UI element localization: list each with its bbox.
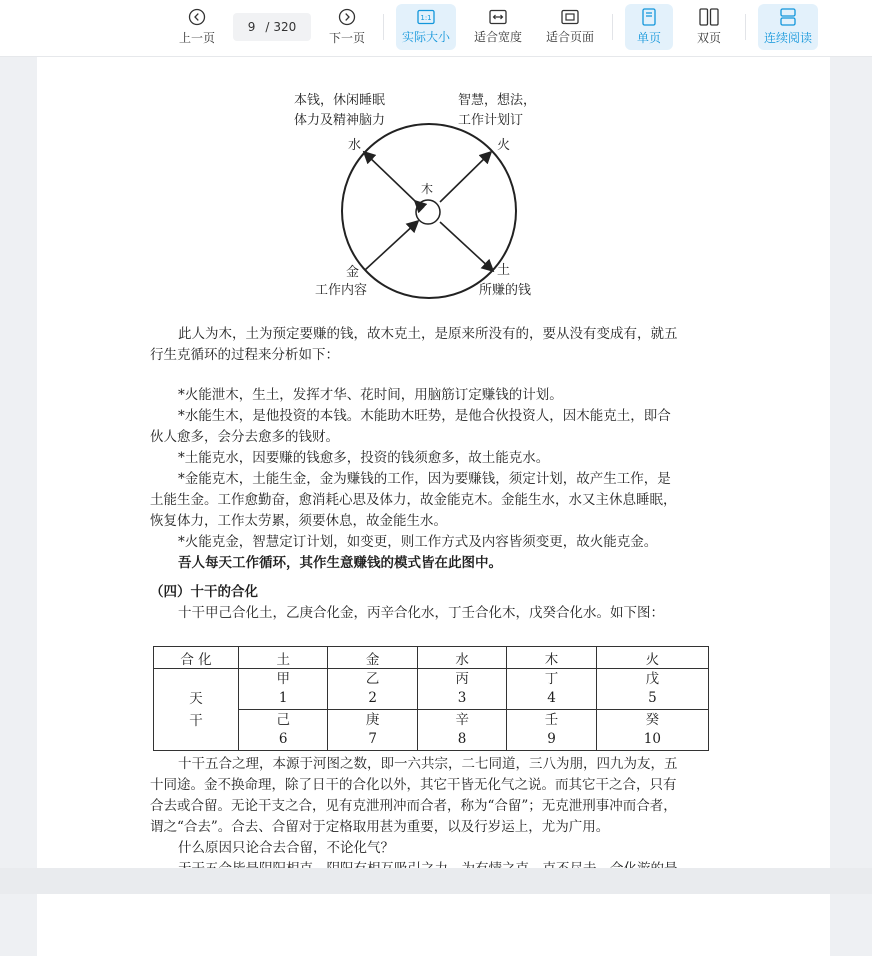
text-line: 行生克循环的过程来分析如下： xyxy=(150,347,339,363)
table-cell xyxy=(507,669,596,710)
table-row xyxy=(154,669,709,710)
fit-width-button[interactable] xyxy=(469,4,527,50)
list-item: *火能克金，智慧定订计划，如变更，则工作方式及内容皆须变更，故火能克金。 xyxy=(178,534,658,550)
summary-line: 吾人每天工作循环，其作生意赚钱的模式皆在此图中。 xyxy=(178,555,502,571)
continuous-reading-button[interactable] xyxy=(758,4,818,50)
single-page-label: 单页 xyxy=(636,31,661,45)
text-line: 十干五合之理，本源于河图之数，即一六共宗，二七同道，三八为朋，四九为友，五 xyxy=(178,756,678,772)
fit-page-label: 适合页面 xyxy=(545,30,594,44)
text-line: 恢复体力，工作太劳累，须要休息，故金能生水。 xyxy=(150,513,447,529)
prev-page-button[interactable] xyxy=(175,4,219,50)
continuous-reading-label: 连续阅读 xyxy=(763,31,812,45)
chevron-left-circle-icon xyxy=(188,8,206,26)
diagram-top-right-element: 火 xyxy=(497,138,511,153)
center-circle xyxy=(416,200,440,224)
text-line: 伙人愈多，会分去愈多的钱财。 xyxy=(150,429,339,445)
stem-number: 4 xyxy=(547,690,556,706)
stem-combination-table xyxy=(153,646,709,751)
single-page-button[interactable] xyxy=(625,4,673,50)
table-cell xyxy=(507,710,596,751)
table-header-row xyxy=(154,647,709,669)
next-page-label: 下一页 xyxy=(328,31,365,45)
table-header-cell: 火 xyxy=(596,647,708,669)
side-label-2: 干 xyxy=(189,712,203,729)
stem-number: 2 xyxy=(368,690,377,706)
fit-page-icon xyxy=(561,9,579,25)
actual-size-button[interactable] xyxy=(396,4,456,50)
diagram-bottom-left-desc: 工作内容 xyxy=(315,283,368,298)
table-header-cell: 金 xyxy=(328,647,417,669)
text-line: 土能生金。工作愈勤奋，愈消耗心思及体力，故金能克木。金能生水，水又主休息睡眠， xyxy=(150,492,677,508)
list-item: *土能克水，因要赚的钱愈多，投资的钱须愈多，故土能克水。 xyxy=(178,450,550,466)
arrow-huo xyxy=(440,153,490,202)
double-page-button[interactable] xyxy=(686,4,732,50)
stem-number: 1 xyxy=(278,690,288,706)
next-page-button[interactable] xyxy=(325,4,369,50)
table-cell xyxy=(328,710,417,751)
text-line: 此人为木，土为预定要赚的钱，故木克土，是原来所没有的，要从没有变成有，就五 xyxy=(178,326,678,342)
double-page-label: 双页 xyxy=(696,31,721,45)
arrow-tu xyxy=(440,222,492,270)
stem-char: 壬 xyxy=(544,712,559,728)
single-page-icon xyxy=(641,8,657,26)
text-line: 谓之“合去”。合去、合留对于定格取用甚为重要，以及行岁运上，尤为广用。 xyxy=(150,819,610,835)
stem-char: 丙 xyxy=(455,671,469,687)
stem-number: 7 xyxy=(368,731,377,747)
actual-size-label: 实际大小 xyxy=(401,30,450,44)
diagram-top-right-desc-1: 智慧，想法， xyxy=(458,93,537,108)
list-item: *水能生木，是他投资的本钱。木能助木旺势，是他合伙投资人，因木能克土，即合 xyxy=(178,408,671,424)
stem-char: 戊 xyxy=(645,671,660,687)
stem-number: 6 xyxy=(278,731,288,747)
document-page xyxy=(37,56,830,956)
table-header-cell: 土 xyxy=(239,647,328,669)
stem-number: 9 xyxy=(547,731,556,747)
diagram-bottom-right-element: 土 xyxy=(497,263,511,278)
bottom-strip xyxy=(0,868,872,894)
diagram-top-left-desc-1: 本钱，休闲睡眠 xyxy=(294,93,386,108)
fit-page-button[interactable] xyxy=(540,4,600,50)
svg-text:1:1: 1:1 xyxy=(420,14,432,22)
arrow-shui xyxy=(365,153,416,202)
chevron-right-circle-icon xyxy=(338,8,356,26)
analysis-list xyxy=(150,385,717,574)
fit-width-icon xyxy=(489,9,507,25)
stem-char: 乙 xyxy=(365,671,380,687)
stem-char: 己 xyxy=(276,712,290,728)
toolbar-divider xyxy=(612,14,613,40)
diagram-top-left-element: 水 xyxy=(348,138,362,153)
stem-number: 3 xyxy=(457,690,467,706)
table-header-cell: 木 xyxy=(507,647,596,669)
current-page-number[interactable]: 9 xyxy=(247,20,256,34)
stem-char: 丁 xyxy=(544,671,559,687)
page-separator: / xyxy=(265,20,270,34)
stem-char: 辛 xyxy=(455,712,469,728)
document-viewport[interactable] xyxy=(0,56,872,868)
diagram-bottom-left-element: 金 xyxy=(346,265,360,280)
arrow-jin xyxy=(365,222,417,270)
table-cell xyxy=(239,710,328,751)
list-item: *金能克木，土能生金，金为赚钱的工作，因为要赚钱，须定计划，故产生工作，是 xyxy=(178,471,671,487)
table-cell xyxy=(328,669,417,710)
table-cell xyxy=(596,710,708,751)
total-pages: 320 xyxy=(273,20,297,34)
diagram-bottom-right-desc: 所赚的钱 xyxy=(479,283,532,298)
text-line: 什么原因只论合去合留，不论化气？ xyxy=(178,840,394,856)
table-cell xyxy=(417,669,506,710)
section-header-block xyxy=(150,582,717,624)
section-title: （四）十干的合化 xyxy=(150,584,258,600)
stem-number: 10 xyxy=(643,731,661,747)
diagram-center-label: 木 xyxy=(421,182,434,196)
stem-char: 癸 xyxy=(645,712,660,728)
page-indicator[interactable] xyxy=(233,13,311,41)
paragraph-explanation xyxy=(150,754,717,880)
stem-number: 5 xyxy=(648,690,657,706)
table-side-cell xyxy=(154,669,239,751)
actual-size-icon xyxy=(417,9,435,25)
side-label-1: 天 xyxy=(189,690,203,707)
table-cell xyxy=(596,669,708,710)
table-corner-cell: 合 化 xyxy=(154,647,239,669)
continuous-reading-icon xyxy=(779,8,797,26)
prev-page-label: 上一页 xyxy=(178,31,215,45)
table-header-cell: 水 xyxy=(417,647,506,669)
table-cell xyxy=(239,669,328,710)
diagram-top-left-desc-2: 体力及精神脑力 xyxy=(294,113,386,128)
list-item: *火能泄木，生土，发挥才华、花时间，用脑筋订定赚钱的计划。 xyxy=(178,387,563,403)
reader-toolbar xyxy=(0,0,872,57)
text-line: 合去或合留。无论干支之合，见有克泄刑冲而合者，称为“合留”；无克泄刑事冲而合者， xyxy=(150,798,677,814)
stem-number: 8 xyxy=(457,731,467,747)
double-page-icon xyxy=(699,8,719,26)
fit-width-label: 适合宽度 xyxy=(473,30,522,44)
toolbar-divider xyxy=(383,14,384,40)
text-line: 十同途。金不换命理，除了日干的合化以外，其它干皆无化气之说。而其它干之合，只有 xyxy=(150,777,677,793)
toolbar-divider xyxy=(745,14,746,40)
table-cell xyxy=(417,710,506,751)
stem-char: 庚 xyxy=(365,712,380,728)
diagram-top-right-desc-2: 工作计划订 xyxy=(458,113,524,128)
paragraph-intro xyxy=(150,324,717,366)
stem-char: 甲 xyxy=(276,671,290,687)
section-intro: 十干甲己合化土，乙庚合化金，丙辛合化水，丁壬合化木，戊癸合化水。如下图： xyxy=(178,605,664,621)
